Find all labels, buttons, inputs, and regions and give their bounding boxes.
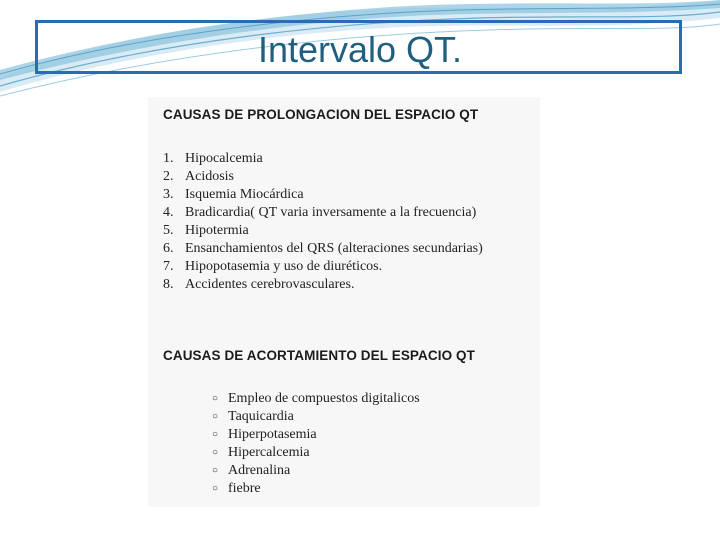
bullet-icon: ○ (212, 393, 219, 404)
item-number: 4. (163, 205, 174, 220)
item-number: 1. (163, 151, 174, 166)
item-text: Hipotermia (185, 223, 249, 238)
list-item (163, 168, 483, 186)
item-number: 5. (163, 223, 174, 238)
bullet-icon: ○ (212, 411, 219, 422)
item-text: Adrenalina (228, 463, 291, 478)
list-item (163, 204, 483, 222)
shortening-heading: CAUSAS DE ACORTAMIENTO DEL ESPACIO QT (163, 348, 475, 363)
item-text: Empleo de compuestos digitalicos (228, 391, 420, 406)
item-number: 7. (163, 259, 174, 274)
bullet-icon: ○ (212, 465, 219, 476)
list-item (163, 258, 483, 276)
list-item (212, 480, 420, 498)
item-text: Ensanchamientos del QRS (alteraciones secundarias) (185, 241, 483, 256)
shortening-list (212, 390, 420, 498)
item-text: Isquemia Miocárdica (185, 187, 304, 202)
list-item (212, 390, 420, 408)
content-panel (148, 97, 540, 507)
list-item (212, 462, 420, 480)
list-item (212, 426, 420, 444)
list-item (163, 276, 483, 294)
item-text: Hipocalcemia (185, 151, 263, 166)
slide-title: Intervalo QT. (257, 29, 463, 70)
item-text: Acidosis (185, 169, 234, 184)
item-text: Accidentes cerebrovasculares. (185, 277, 355, 292)
list-item (163, 240, 483, 258)
item-number: 8. (163, 277, 174, 292)
list-item (212, 408, 420, 426)
item-text: Hiperpotasemia (228, 427, 317, 442)
list-item (163, 222, 483, 240)
item-text: Bradicardia( QT varia inversamente a la frecuencia) (185, 205, 477, 220)
bullet-icon: ○ (212, 429, 219, 440)
item-text: Hipopotasemia y uso de diuréticos. (185, 259, 383, 274)
item-number: 6. (163, 241, 174, 256)
prolongation-list (163, 150, 483, 294)
item-text: fiebre (228, 481, 261, 496)
bullet-icon: ○ (212, 483, 219, 494)
item-text: Hipercalcemia (228, 445, 310, 460)
list-item (163, 186, 483, 204)
list-item (212, 444, 420, 462)
prolongation-heading: CAUSAS DE PROLONGACION DEL ESPACIO QT (163, 107, 479, 122)
item-text: Taquicardia (228, 409, 294, 424)
item-number: 3. (163, 187, 174, 202)
bullet-icon: ○ (212, 447, 219, 458)
list-item (163, 150, 483, 168)
item-number: 2. (163, 169, 174, 184)
